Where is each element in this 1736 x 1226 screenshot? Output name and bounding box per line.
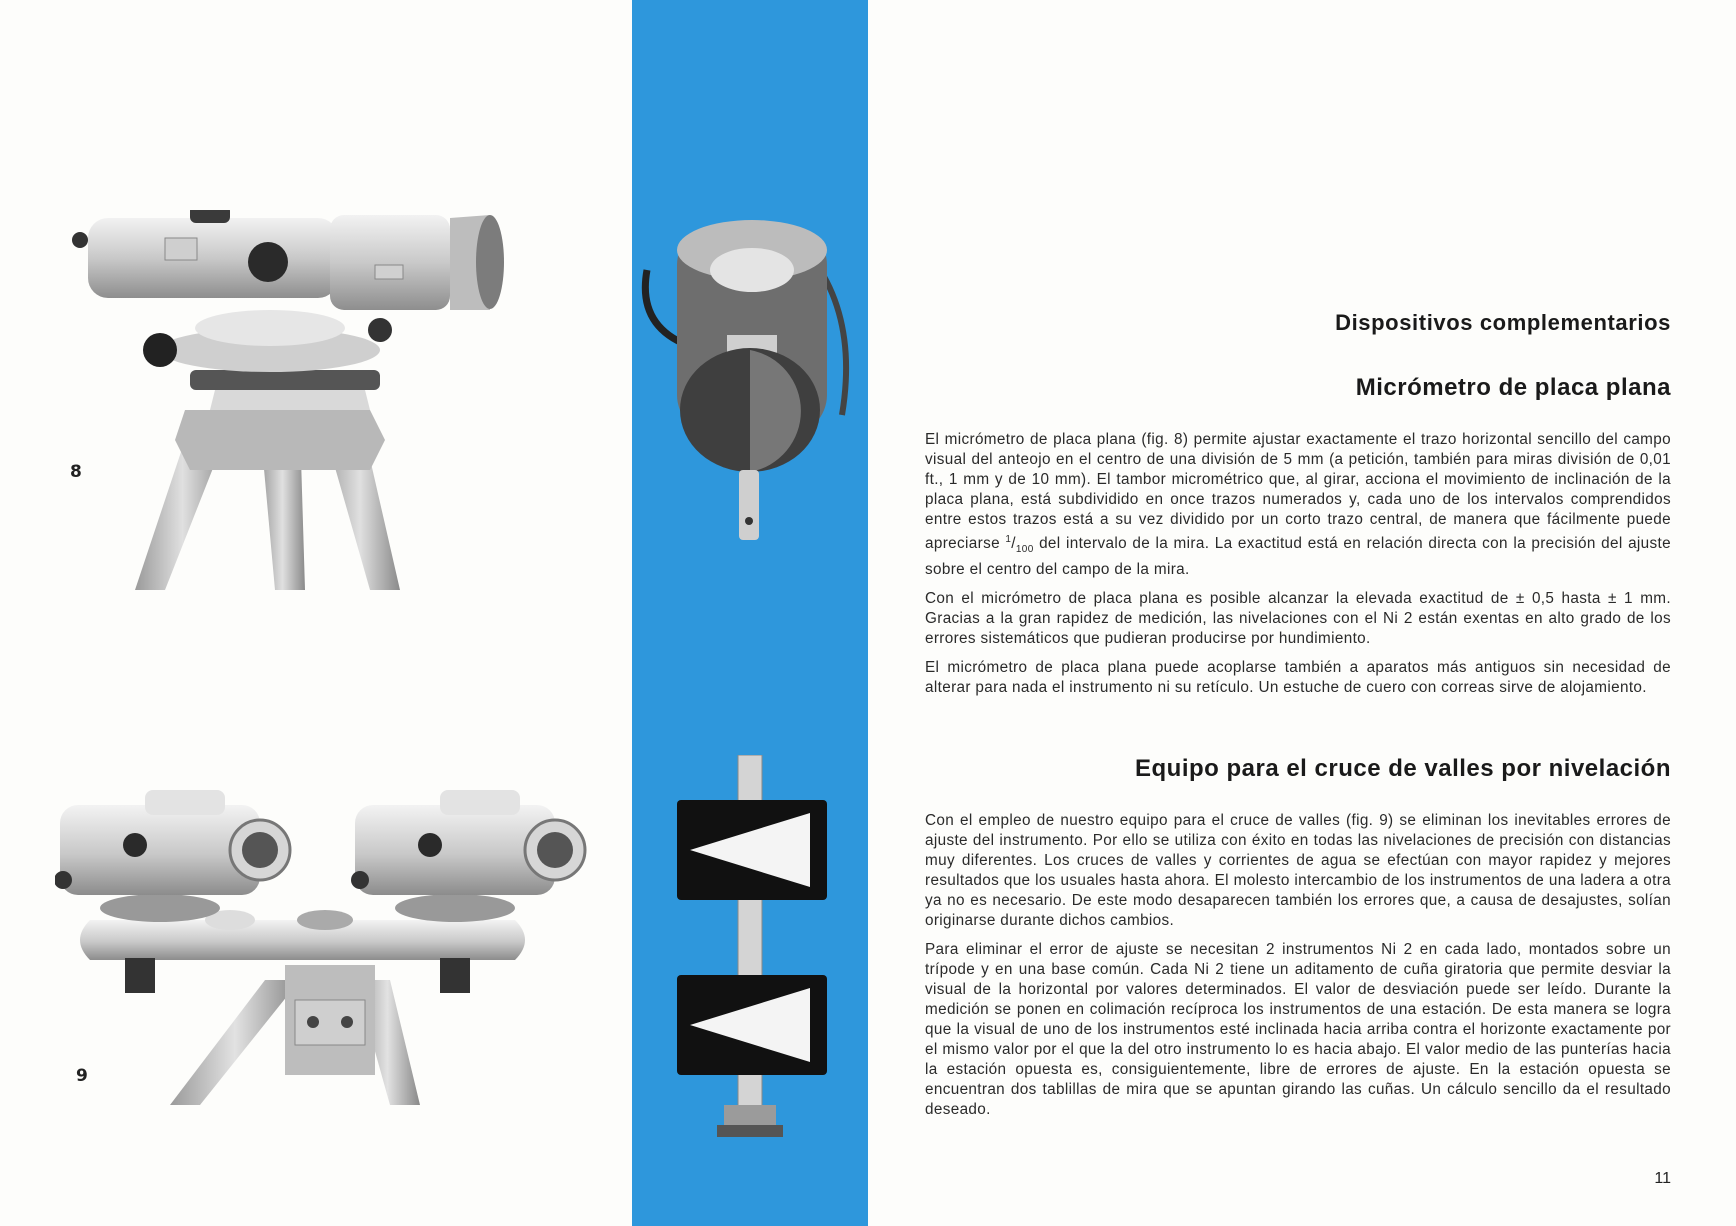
target-boards-on-rod-photo (632, 755, 868, 1145)
figure-number: 8 (70, 462, 82, 482)
paragraph (925, 430, 1671, 580)
paragraph-text: El micrómetro de placa plana (fig. 8) permite ajustar exactamente el trazo horizontal sencillo del campo visual del anteojo en el centro de una división de 5 mm (a petición, también para miras división de 0,01 ft., 1 mm y de 10 mm). El tambor micrométrico que, al girar, acciona el movimiento de inclinación de la placa plana, está subdividido en once trazos numerados y, cada uno de los intervalos comprendidos entre estos trazos está a su vez dividido por un corto trazo central, de manera que fácilmente puede apreciarse (925, 431, 1671, 553)
fraction: $^1/_{100}$ (1005, 534, 1034, 556)
section-micrometro-body (925, 430, 1671, 707)
valley-crossing-twin-instruments-photo (55, 790, 605, 1105)
micrometer-leather-case-photo (632, 215, 868, 560)
page-number: 11 (1654, 1170, 1671, 1187)
paragraph: Para eliminar el error de ajuste se necesitan 2 instrumentos Ni 2 en cada lado, montados sobre un trípode y en una base común. Cada Ni 2 tiene un aditamento de cuña giratoria que permite desviar la visual de la horizontal por valores determinados. El valor de desviación puede ser leído. Durante la medición se ponen en colimación recíproca los instrumentos de una estación. De esta manera se logra que la visual de uno de los instrumentos esté inclinada hacia arriba contra el horizonte exactamente por el mismo valor por el que la del otro instrumento lo es hacia abajo. El valor medio de las punterías hacia la estación opuesta es, consiguientemente, libre de errores de ajuste. En la estación opuesta se encuentran dos tablillas de mira que se apuntan girando las cuñas. Un cálculo sencillo da el resultado deseado. (925, 941, 1671, 1118)
heading-dispositivos: Dispositivos complementarios (1335, 310, 1671, 335)
fraction-numerator: 1 (1005, 534, 1012, 545)
paragraph: El micrómetro de placa plana puede acoplarse también a aparatos más antiguos sin necesidad de alterar para nada el instrumento ni su retículo. Un estuche de cuero con correas sirve de alojamiento. (925, 659, 1671, 697)
blue-band (632, 0, 868, 1226)
figure-number: 9 (76, 1066, 88, 1086)
heading-micrometro: Micrómetro de placa plana (1355, 374, 1671, 401)
paragraph: Con el micrómetro de placa plana es posible alcanzar la elevada exactitud de ± 0,5 hasta ± 1 mm. Gracias a la gran rapidez de medición, las nivelaciones con el Ni 2 están exentas en alto grado de los errores sistemáticos que pudieran producirse por hundimiento. (925, 590, 1671, 648)
paragraph-text: del intervalo de la mira. La exactitud está en relación directa con la precisión del ajuste sobre el centro del campo de la mira. (925, 535, 1671, 579)
section-cruce-valles-body (925, 811, 1671, 1129)
level-instrument-on-tripod-photo (70, 210, 560, 590)
paragraph: Con el empleo de nuestro equipo para el cruce de valles (fig. 9) se eliminan los inevitables errores de ajuste del instrumento. Por ello se utiliza con éxito en todas las nivelaciones de precisión con distancias muy diferentes. Los cruces de valles y corrientes de agua se efectúan con mayor rapidez y mejores resultados que los usuales hasta ahora. El molesto intercambio de los instrumentos de una ladera a otra ya no es necesario. De este modo desaparecen también los errores que, a causa de desajustes, solían originarse durante dichos cambios. (925, 812, 1671, 929)
fraction-denominator: 100 (1015, 544, 1034, 556)
heading-equipo-cruce-valles: Equipo para el cruce de valles por nivelación (1134, 755, 1671, 782)
